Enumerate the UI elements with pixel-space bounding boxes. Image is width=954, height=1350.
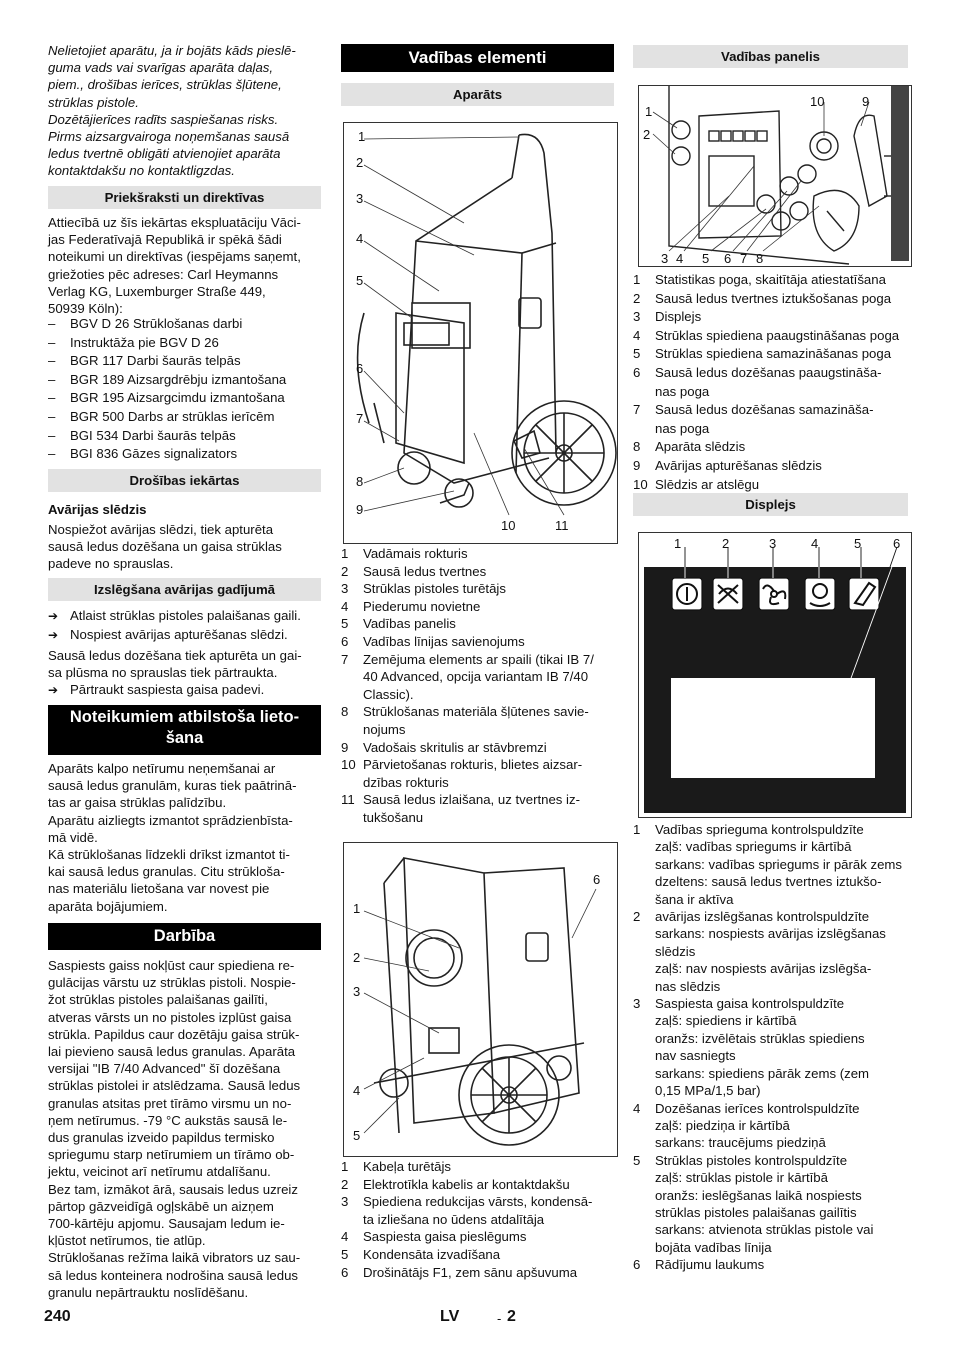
item-text-line: Sausā ledus dozēšanas paaugstināša- (655, 364, 882, 380)
item-number: 4 (341, 598, 349, 614)
regulations-line: jas Federatīvajā Republikā ir spēkā šādi (48, 232, 282, 248)
item-text (363, 1176, 570, 1194)
operation-line: dus granulas izveido papildus termisko (48, 1130, 275, 1146)
intended-use-line: tas ar gaisa strūklas palīdzību. (48, 795, 227, 811)
item-number: 10 (341, 757, 356, 773)
item-text (655, 401, 873, 438)
list-item (633, 364, 908, 401)
item-text (655, 327, 899, 346)
fig3-label-1: 1 (645, 104, 653, 119)
device-parts-list (341, 545, 614, 827)
item-text (655, 1100, 860, 1117)
display-indicator-list (633, 821, 908, 1274)
emergency-text-line: Sausā ledus dozēšana tiek apturēta un gai- (48, 648, 302, 663)
list-item (341, 1158, 614, 1176)
language-code: LV (440, 1308, 460, 1325)
indicator-state-line: dzeltens: sausā ledus tvertnes iztukšo- (655, 874, 882, 890)
item-text-line: Aparāta slēdzis (655, 439, 746, 455)
operation-line: sā ledus konteinera nodrošina sausā ledus (48, 1267, 298, 1283)
item-text-line: Sausā ledus izlaišana, uz tvertnes iz- (363, 792, 580, 808)
intro-line: guma vads vai svarīgas aparāta daļas, (48, 60, 274, 76)
fig1-label-2: 2 (356, 155, 364, 170)
fig2-label-3: 3 (353, 984, 361, 999)
fig2-label-5: 5 (353, 1128, 361, 1143)
intro-line: kontaktdakšu no kontaktligzdas. (48, 163, 235, 179)
fig4-label-2: 2 (722, 536, 730, 551)
item-text (363, 545, 468, 563)
item-text-line: nojums (363, 721, 406, 737)
item-text-line: avārijas izslēgšanas kontrolspuldzīte (655, 909, 870, 925)
heading-intended-use (48, 705, 321, 755)
intended-use-line: Kā strūklošanas līdzekli drīkst izmantot ti- (48, 847, 290, 863)
list-item (633, 290, 908, 309)
list-item (341, 615, 614, 633)
item-number: 5 (341, 1246, 349, 1262)
item-text (655, 345, 891, 364)
item-text-line: ta izliešana no ūdens atdalītāja (363, 1211, 545, 1227)
intended-use-line: aparāta bojājumiem. (48, 898, 168, 914)
regulation-item: – BGR 117 Darbi šaurās telpās (48, 352, 321, 371)
item-text (363, 615, 456, 633)
item-text (363, 1228, 526, 1246)
item-number: 4 (633, 1100, 641, 1116)
heading-control-panel: Vadības panelis (633, 45, 908, 68)
list-item (633, 1256, 908, 1273)
item-text (655, 438, 745, 457)
item-number: 3 (633, 309, 641, 325)
indicator-state-line: 0,15 MPa/1,5 bar) (655, 1083, 761, 1099)
item-text-line: Elektrotīkla kabelis ar kontaktdakšu (363, 1176, 570, 1192)
regulation-item: – BGR 189 Aizsargdrēbju izmantošana (48, 371, 321, 390)
panel-figure (638, 85, 912, 267)
item-text (655, 271, 886, 290)
indicator-state-line: sarkans: atvienota strūklas pistole vai (655, 1222, 874, 1238)
item-text (655, 995, 844, 1012)
operation-line: 700-kārtēju apjomu. Sausajam ledum ie- (48, 1216, 285, 1232)
operation-line: Strūklošanas režīma laikā vibrators uz sau- (48, 1250, 301, 1266)
intended-use-text (48, 760, 321, 915)
item-text (655, 1256, 764, 1273)
fig3-label-7: 7 (740, 251, 748, 266)
item-number: 7 (633, 402, 641, 418)
fig4-label-3: 3 (769, 536, 777, 551)
intended-use-line: Aparātu aizliegts izmantot sprādzienbīsta- (48, 812, 293, 828)
regulations-line: griežoties pēc adreses: Carl Heymanns (48, 266, 279, 282)
intro-line: Pirms aizsargvairoga noņemšanas sausā (48, 129, 290, 145)
regulations-line: Attiecībā uz šīs iekārtas ekspluatāciju Vāci- (48, 215, 301, 230)
list-item (341, 703, 614, 738)
item-text-line: Vadāmais rokturis (363, 546, 468, 561)
heading-device: Aparāts (341, 83, 614, 106)
item-text-line: Zemējuma elements ar spaili (tikai IB 7/ (363, 651, 594, 667)
list-item (633, 438, 908, 457)
item-number: 6 (633, 1257, 641, 1273)
fig4-label-6: 6 (893, 536, 901, 551)
item-text-line: Drošinātājs F1, zem sānu apšuvuma (363, 1264, 578, 1280)
intro-line: strūklas pistole. (48, 94, 139, 110)
item-text-line: Saspiesta gaisa kontrolspuldzīte (655, 996, 845, 1012)
indicator-state-line: oranžs: izvēlētais strūklas spiediens (655, 1030, 865, 1046)
fig3-label-9: 9 (862, 94, 870, 109)
item-number: 6 (633, 364, 641, 380)
item-text (363, 1246, 500, 1264)
indicator-state-line: zaļš: strūklas pistole ir kārtībā (655, 1170, 828, 1186)
item-number: 11 (341, 792, 355, 808)
list-item (341, 651, 614, 704)
regulations-line: Verlag KG, Luxemburger Straße 449, (48, 283, 266, 299)
fig3-label-8: 8 (756, 251, 764, 266)
fig1-label-6: 6 (356, 361, 364, 376)
item-text (363, 1264, 577, 1282)
item-text (655, 1152, 847, 1169)
section-page-number: 2 (507, 1308, 516, 1325)
indicator-state-line: zaļš: nav nospiests avārijas izslēgša- (655, 961, 872, 977)
list-item (341, 633, 614, 651)
item-number: 6 (341, 1264, 349, 1280)
item-text (363, 1158, 451, 1176)
item-number: 10 (633, 476, 648, 492)
list-item (341, 545, 614, 563)
indicator-state-line: zaļš: piedziņa ir kārtībā (655, 1117, 790, 1133)
list-item (633, 271, 908, 290)
display-figure (638, 532, 912, 818)
emergency-switch-text (48, 521, 321, 573)
item-text-line: Strūklošanas materiāla šļūtenes savie- (363, 704, 589, 720)
list-item (341, 1228, 614, 1246)
list-item (633, 995, 908, 1012)
heading-emergency-shutdown: Izslēgšana avārijas gadījumā (48, 578, 321, 601)
item-text-line: Sausā ledus dozēšanas samazināša- (655, 402, 874, 418)
list-item (633, 821, 908, 838)
item-number: 1 (633, 272, 641, 287)
fig1-label-11: 11 (555, 518, 569, 533)
regulations-list (48, 315, 321, 464)
intended-use-line: sausā ledus granulām, kuras tiek paātrinā- (48, 778, 297, 794)
item-text-line: Vadošais skritulis ar stāvbremzi (363, 739, 547, 755)
heading-safety-devices: Drošības iekārtas (48, 469, 321, 492)
fig1-label-5: 5 (356, 273, 364, 288)
heading-intended-use-line1: Noteikumiem atbilstoša lieto- (69, 708, 300, 726)
item-text-line: Strūklas pistoles kontrolspuldzīte (655, 1152, 848, 1168)
fig3-label-4: 4 (676, 251, 684, 266)
indicator-state-line: nav sasniegts (655, 1048, 736, 1064)
indicator-state-line: nas slēdzis (655, 978, 721, 994)
device-illustration (344, 123, 617, 543)
regulation-item: – BGV D 26 Strūklošanas darbi (48, 315, 321, 334)
item-number: 3 (341, 581, 349, 597)
regulation-item: – BGI 836 Gāzes signalizators (48, 445, 321, 464)
item-text-line: nas poga (655, 420, 710, 436)
item-text-line: Displejs (655, 309, 702, 325)
item-number: 8 (341, 704, 349, 720)
operation-line: atveras vārsts un no pistoles izplūst gaisa (48, 1009, 292, 1025)
list-item (341, 1193, 614, 1228)
item-number: 4 (633, 327, 641, 343)
list-item (341, 791, 614, 826)
list-item (341, 1246, 614, 1264)
emergency-text (48, 647, 321, 681)
item-text-line: 40 Advanced, opcija variantam IB 7/40 (363, 669, 589, 685)
item-text (655, 821, 864, 838)
item-number: 3 (341, 1194, 349, 1210)
item-text-line: Kondensāta izvadīšana (363, 1246, 501, 1262)
fig2-label-1: 1 (353, 901, 361, 916)
operation-line: strūkla. Papildus caur dozētāju gaisa strūk- (48, 1026, 300, 1042)
intended-use-line: Aparāts kalpo netīrumu neņemšanai ar (48, 761, 276, 776)
item-text (363, 580, 506, 598)
list-item (633, 345, 908, 364)
item-text (363, 651, 594, 704)
operation-text (48, 957, 321, 1301)
list-item (341, 1264, 614, 1282)
operation-line: pārtop gāzveidīgā ogļskābē un aizņem (48, 1198, 274, 1214)
fig1-label-1: 1 (358, 129, 366, 144)
item-number: 2 (633, 290, 641, 306)
fig1-label-10: 10 (501, 518, 516, 533)
fig3-label-3: 3 (661, 251, 669, 266)
operation-line: granulas atsitas pret tīrāmo virsmu un no- (48, 1095, 292, 1111)
list-item (633, 1100, 908, 1117)
intended-use-line: mā vidē. (48, 829, 98, 845)
indicator-state-line: sarkans: nospiests avārijas izslēgšanas (655, 926, 886, 942)
operation-line: versijai "IB 7/40 Advanced" šī dozēšana (48, 1061, 281, 1077)
device-figure (343, 122, 618, 544)
heading-operation: Darbība (48, 923, 321, 950)
emergency-step: ➔ Atlaist strūklas pistoles palaišanas gaili. (48, 607, 321, 626)
item-text-line: Kabeļa turētājs (363, 1159, 451, 1174)
item-number: 9 (341, 739, 349, 755)
fig3-label-2: 2 (643, 127, 651, 142)
panel-illustration (639, 86, 911, 266)
rear-figure (343, 842, 618, 1157)
operation-line: strūklas pistolei ir atslēdzama. Sausā ledus (48, 1078, 301, 1094)
item-number: 5 (633, 346, 641, 362)
operation-line: granulu nepārtrauktu noslīdēšanu. (48, 1284, 249, 1300)
emergency-step-3: ➔ Pārtraukt saspiesta gaisa padevi. (48, 681, 321, 700)
item-number: 5 (633, 1152, 641, 1168)
regulations-line: noteikumi un direktīvas (iespējams saņemt, (48, 249, 301, 265)
operation-line: gulācijas vārstu uz strūklas pistoli. Nospie- (48, 975, 296, 991)
emergency-step: ➔ Nospiest avārijas apturēšanas slēdzi. (48, 626, 321, 645)
item-number: 3 (633, 996, 641, 1012)
fig1-label-4: 4 (356, 231, 364, 246)
heading-display: Displejs (633, 493, 908, 516)
item-text-line: Saspiesta gaisa pieslēgums (363, 1229, 527, 1245)
operation-line: lai pievieno sausā ledus granulas. Aparāta (48, 1044, 296, 1060)
fig3-label-10: 10 (810, 94, 825, 109)
list-item (633, 327, 908, 346)
item-text (655, 908, 869, 925)
fig3-label-6: 6 (724, 251, 732, 266)
item-text-line: Strūklas spiediena samazināšanas poga (655, 346, 892, 362)
regulations-text (48, 214, 321, 317)
item-text-line: Vadības sprieguma kontrolspuldzīte (655, 822, 864, 837)
item-text-line: Strūklas spiediena paaugstināšanas poga (655, 327, 900, 343)
regulations-line: 50939 Köln): (48, 301, 123, 317)
fig1-label-3: 3 (356, 191, 364, 206)
item-text (363, 598, 480, 616)
item-text (363, 756, 582, 791)
operation-line: Bez tam, izmākot ārā, sausais ledus uzreiz (48, 1181, 298, 1197)
item-number: 4 (341, 1229, 349, 1245)
indicator-state-line: oranžs: ieslēgšanas laikā nospiests (655, 1187, 862, 1203)
regulation-item: – BGI 534 Darbi šaurās telpās (48, 427, 321, 446)
list-item (341, 739, 614, 757)
fig3-label-5: 5 (702, 251, 710, 266)
list-item (341, 756, 614, 791)
intended-use-line: kai sausā ledus granulas. Citu strūkloša- (48, 864, 285, 880)
item-text-line: Avārijas apturēšanas slēdzis (655, 457, 822, 473)
operation-line: kļūstot netīrumos, tie atlūp. (48, 1233, 206, 1249)
fig2-label-6: 6 (593, 872, 601, 887)
fig4-label-4: 4 (811, 536, 819, 551)
item-text (655, 290, 891, 309)
heading-intended-use-line2: šana (165, 729, 204, 747)
list-item (633, 1152, 908, 1169)
item-text-line: Piederumu novietne (363, 598, 481, 614)
item-text (363, 633, 525, 651)
heading-controls: Vadības elementi (341, 44, 614, 72)
intro-line: Dozētājierīces radīts saspiešanas risks. (48, 111, 279, 127)
indicator-state-line: strūklas pistoles palaišanas gailītis (655, 1204, 857, 1220)
panel-parts-list (633, 271, 908, 494)
list-item (633, 401, 908, 438)
intro-line: ledus tvertnē obligāti atvienojiet aparāta (48, 146, 281, 162)
item-number: 8 (633, 439, 641, 455)
list-item (341, 563, 614, 581)
list-item (341, 580, 614, 598)
item-text-line: Sausā ledus tvertnes (363, 563, 487, 579)
display-illustration (639, 533, 911, 817)
item-text (655, 308, 701, 327)
item-text-line: tukšošanu (363, 809, 424, 825)
intro-line: Nelietojiet aparātu, ja ir bojāts kāds pieslē- (48, 43, 296, 58)
item-text-line: Classic). (363, 686, 414, 702)
list-item (633, 308, 908, 327)
list-item (341, 1176, 614, 1194)
footer-separator: - (497, 1311, 502, 1326)
fig4-label-5: 5 (854, 536, 862, 551)
fig1-label-9: 9 (356, 502, 364, 517)
item-number: 1 (341, 1159, 349, 1174)
fig2-label-2: 2 (353, 950, 361, 965)
rear-illustration (344, 843, 617, 1156)
list-item (341, 598, 614, 616)
indicator-state-line: sarkans: traucējums piedziņā (655, 1135, 826, 1151)
item-number: 2 (341, 1176, 349, 1192)
operation-line: spriegumu starp netīrumiem un tīrāmo ob- (48, 1147, 295, 1163)
item-text (655, 364, 882, 401)
item-number: 2 (633, 909, 641, 925)
item-text-line: Sausā ledus tvertnes iztukšošanas poga (655, 290, 892, 306)
emergency-text-line: sa plūsma no sprauslas tiek pārtraukta. (48, 665, 278, 681)
item-text (363, 1193, 592, 1228)
item-text-line: Vadības līnijas savienojums (363, 633, 525, 649)
item-text (363, 791, 580, 826)
list-item (633, 908, 908, 925)
indicator-state-line: slēdzis (655, 943, 696, 959)
operation-line: ņem netīrumus. -79 °C aukstās sausā le- (48, 1112, 288, 1128)
item-text-line: nas poga (655, 383, 710, 399)
item-text-line: Pārvietošanas rokturis, blietes aizsar- (363, 757, 583, 773)
item-text-line: Rādījumu laukums (655, 1257, 765, 1273)
item-number: 7 (341, 651, 349, 667)
indicator-state-line: bojāta vadības līnija (655, 1239, 772, 1255)
item-number: 9 (633, 457, 641, 473)
item-number: 1 (341, 546, 349, 561)
emergency-switch-line: sausā ledus dozēšana un gaisa strūklas (48, 539, 282, 555)
item-text (363, 703, 589, 738)
fig2-label-4: 4 (353, 1083, 361, 1098)
item-text-line: Dozēšanas ierīces kontrolspuldzīte (655, 1100, 860, 1116)
fig1-label-7: 7 (356, 411, 364, 426)
regulation-item: – Instruktāža pie BGV D 26 (48, 334, 321, 353)
item-number: 2 (341, 563, 349, 579)
page-number: 240 (44, 1308, 71, 1325)
item-number: 6 (341, 633, 349, 649)
item-text-line: Statistikas poga, skaitītāja atiestatīšana (655, 272, 886, 287)
item-text-line: Vadības panelis (363, 616, 456, 632)
operation-line: Saspiests gaiss nokļūst caur spiediena re- (48, 958, 295, 973)
heading-emergency-switch: Avārijas slēdzis (48, 502, 147, 517)
list-item (633, 476, 908, 495)
indicator-state-line: sarkans: vadības spriegums ir pārāk zems (655, 856, 902, 872)
list-item (633, 457, 908, 476)
item-text (363, 739, 547, 757)
indicator-state-line: sarkans: spiediens pārāk zems (zem (655, 1065, 870, 1081)
indicator-state-line: zaļš: vadības spriegums ir kārtībā (655, 839, 852, 855)
intended-use-line: nas materiālu lietošana var novest pie (48, 881, 270, 897)
heading-regulations: Priekšraksti un direktīvas (48, 186, 321, 209)
operation-line: jektu, veicinot arī netīrumu atdalīšanu. (48, 1164, 271, 1180)
emergency-switch-line: Nospiežot avārijas slēdzi, tiek apturēta (48, 522, 274, 537)
fig1-label-8: 8 (356, 474, 364, 489)
item-text (655, 457, 822, 476)
regulation-item: – BGR 195 Aizsargcimdu izmantošana (48, 389, 321, 408)
intro-line: piem., drošības ierīces, strūklas šļūtene, (48, 77, 282, 93)
item-text-line: Spiediena redukcijas vārsts, kondensā- (363, 1194, 593, 1210)
emergency-steps (48, 607, 321, 644)
operation-line: žot strūklas pistoles palaišanas gailīti, (48, 992, 268, 1008)
fig4-label-1: 1 (674, 536, 682, 551)
regulation-item: – BGR 500 Darbs ar strūklas ierīcēm (48, 408, 321, 427)
emergency-switch-line: padeve no sprauslas. (48, 556, 174, 572)
item-text-line: Slēdzis ar atslēgu (655, 476, 760, 492)
item-number: 1 (633, 822, 641, 837)
rear-parts-list (341, 1158, 614, 1281)
indicator-state-line: šana ir aktīva (655, 891, 734, 907)
item-number: 5 (341, 616, 349, 632)
item-text-line: Strūklas pistoles turētājs (363, 581, 506, 597)
item-text-line: dzības rokturis (363, 774, 449, 790)
item-text (655, 476, 759, 495)
intro-warning (48, 42, 321, 180)
indicator-state-line: zaļš: spiediens ir kārtībā (655, 1013, 797, 1029)
item-text (363, 563, 486, 581)
